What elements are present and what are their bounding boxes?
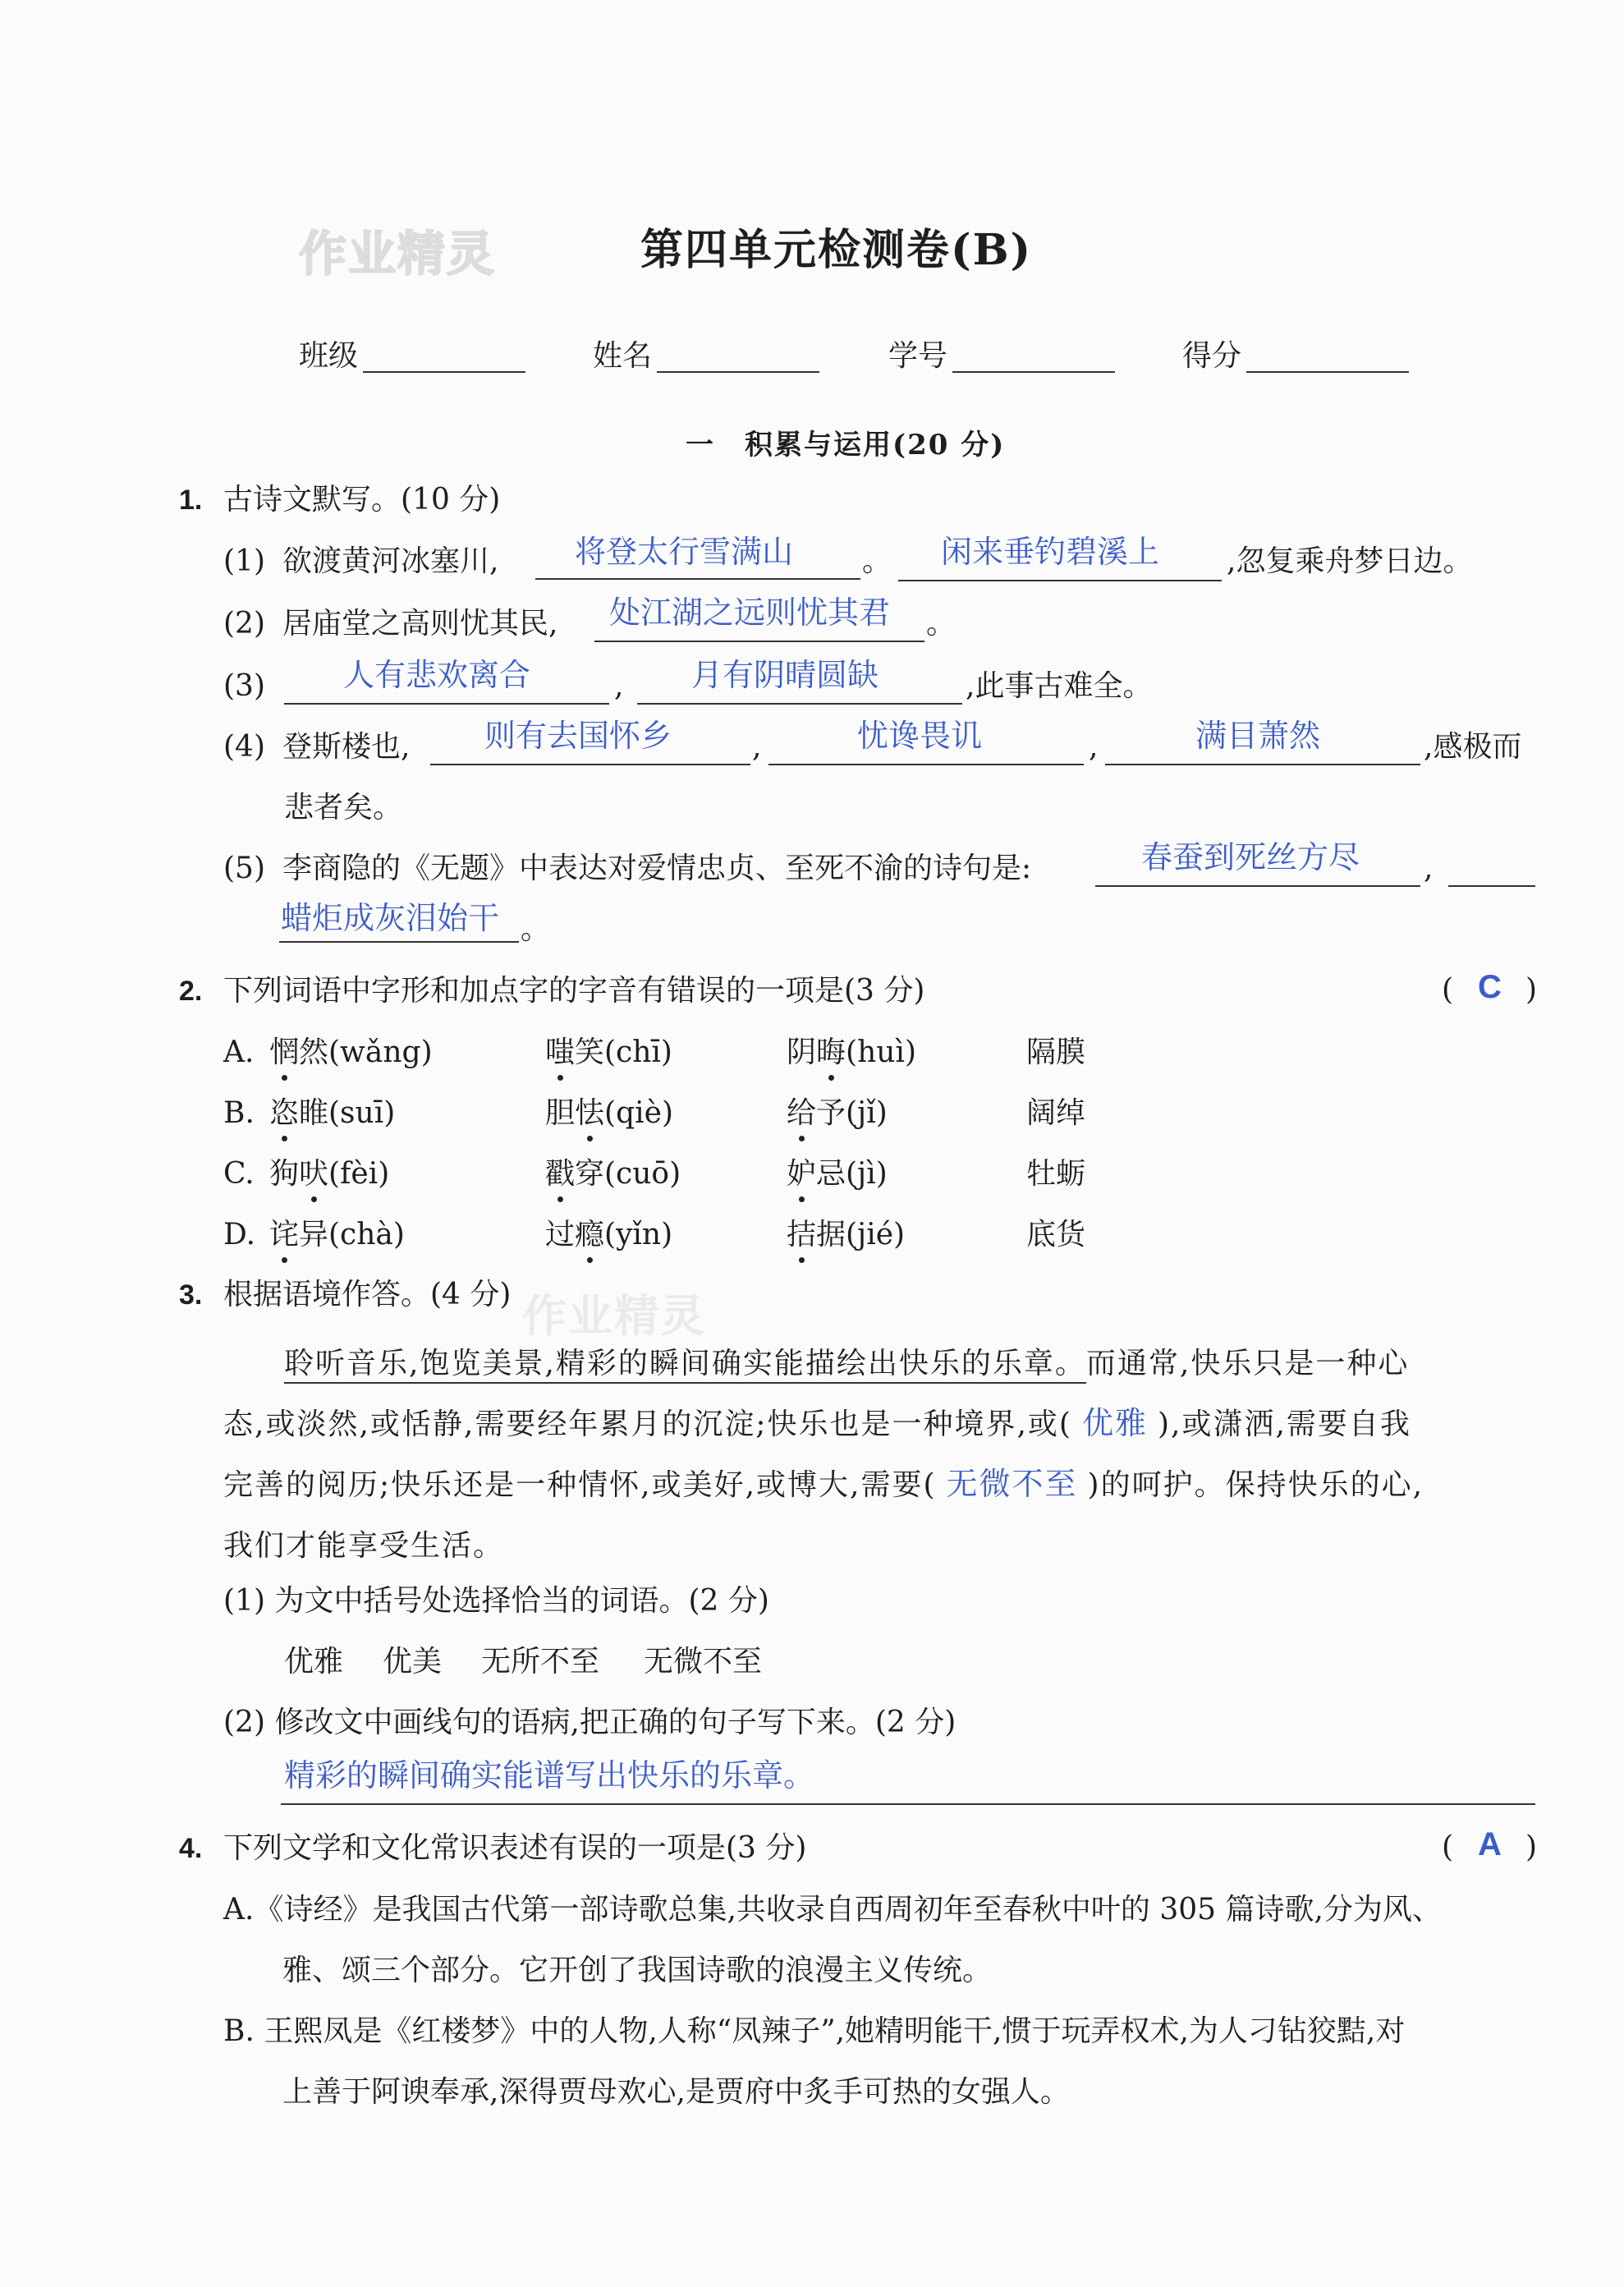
punctuation: , bbox=[614, 669, 624, 703]
page-title: 第四单元检测卷(B) bbox=[640, 225, 1033, 275]
option-label: A. bbox=[223, 1036, 255, 1069]
poem-text: ,忽复乘舟梦日边。 bbox=[1227, 544, 1473, 578]
dotted-char: 惘 bbox=[269, 1036, 300, 1069]
answer-blank[interactable] bbox=[637, 703, 962, 705]
word-rest: 穿(cuō) bbox=[575, 1157, 681, 1191]
punctuation: , bbox=[752, 730, 762, 764]
word-rest: 笑(chī) bbox=[575, 1036, 672, 1069]
option-text: 雅、颂三个部分。它开创了我国诗歌的浪漫主义传统。 bbox=[282, 1954, 993, 1987]
word-rest: (fèi) bbox=[328, 1157, 390, 1191]
option-text: 上善于阿谀奉承,深得贾母欢心,是贾府中炙手可热的女强人。 bbox=[282, 2075, 1070, 2109]
sub-index: (5) bbox=[223, 852, 265, 885]
sub-question: (2) 修改文中画线句的语病,把正确的句子写下来。(2 分) bbox=[223, 1706, 957, 1739]
word-option bbox=[269, 1035, 433, 1071]
poem-text: 悲者矣。 bbox=[284, 791, 403, 824]
word-choice: 无微不至 bbox=[644, 1645, 763, 1679]
answer-blank[interactable] bbox=[430, 764, 750, 765]
question-stem: 下列文学和文化常识表述有误的一项是(3 分) bbox=[223, 1831, 807, 1865]
answer-blank[interactable] bbox=[284, 703, 609, 705]
dotted-char: 给 bbox=[787, 1096, 817, 1130]
answer-text: 满目萧然 bbox=[1195, 718, 1321, 754]
question-number: 1. bbox=[179, 484, 203, 516]
answer-paren-left: ( bbox=[1442, 1830, 1454, 1864]
answer-choice: A bbox=[1478, 1826, 1502, 1862]
answer-blank[interactable] bbox=[1095, 885, 1420, 887]
dotted-char: 吠 bbox=[299, 1157, 329, 1191]
written-answer: 精彩的瞬间确实能谱写出快乐的乐章。 bbox=[284, 1757, 815, 1793]
sub-index: (1) bbox=[223, 544, 265, 578]
passage-text: ),或潇洒,需要自我 bbox=[1157, 1408, 1411, 1441]
word-option bbox=[269, 1156, 389, 1192]
word-prefix: 阴 bbox=[787, 1036, 817, 1069]
answer-blank[interactable] bbox=[898, 580, 1222, 581]
question-stem: 古诗文默写。(10 分) bbox=[223, 483, 501, 517]
answer-text: 处江湖之远则忧其君 bbox=[609, 595, 891, 631]
passage-text: )的呵护。保持快乐的心, bbox=[1087, 1468, 1424, 1502]
word-option bbox=[787, 1217, 905, 1253]
word-option bbox=[787, 1095, 888, 1132]
passage-text: 态,或淡然,或恬静,需要经年累月的沉淀;快乐也是一种境界,或( bbox=[223, 1408, 1072, 1441]
question-text: 李商隐的《无题》中表达对爱情忠贞、至死不渝的诗句是: bbox=[282, 852, 1032, 885]
answer-line[interactable] bbox=[281, 1803, 1535, 1805]
word-choice: 优雅 bbox=[284, 1645, 344, 1679]
passage-text: 而通常,快乐只是一种心 bbox=[1085, 1347, 1410, 1380]
answer-paren-left: ( bbox=[1442, 973, 1454, 1007]
poem-text: 登斯楼也, bbox=[282, 730, 411, 764]
passage-text: 完善的阅历;快乐还是一种情怀,或美好,或博大,需要( bbox=[223, 1468, 937, 1502]
option-label: D. bbox=[223, 1218, 256, 1251]
question-number: 4. bbox=[179, 1833, 203, 1864]
word-option: 牡蛎 bbox=[1026, 1157, 1086, 1191]
underlined-sentence: 聆听音乐,饱览美景,精彩的瞬间确实能描绘出快乐的乐章。 bbox=[284, 1347, 1086, 1384]
dotted-char: 瘾 bbox=[575, 1218, 605, 1251]
poem-text: 欲渡黄河冰塞川, bbox=[282, 544, 499, 578]
punctuation: , bbox=[1424, 852, 1434, 885]
score-field[interactable] bbox=[1246, 371, 1409, 373]
sub-question: (1) 为文中括号处选择恰当的词语。(2 分) bbox=[223, 1584, 769, 1618]
word-rest: (qiè) bbox=[604, 1096, 673, 1130]
dotted-char: 戳 bbox=[545, 1157, 576, 1191]
poem-text: ,感极而 bbox=[1424, 730, 1522, 764]
punctuation: 。 bbox=[862, 544, 892, 578]
word-option bbox=[787, 1156, 888, 1192]
answer-blank[interactable] bbox=[279, 941, 519, 943]
id-label: 学号 bbox=[888, 339, 948, 373]
word-option bbox=[545, 1035, 672, 1071]
poem-text: 居庙堂之高则忧其民, bbox=[282, 607, 558, 641]
word-option: 底货 bbox=[1026, 1218, 1086, 1251]
word-rest: (huì) bbox=[846, 1036, 917, 1069]
answer-text: 将登太行雪满山 bbox=[575, 534, 794, 570]
sub-index: (4) bbox=[223, 730, 265, 764]
word-option: 阔绰 bbox=[1026, 1096, 1086, 1130]
answer-text: 春蚕到死丝方尽 bbox=[1141, 839, 1360, 875]
name-field[interactable] bbox=[657, 371, 819, 373]
dotted-char: 怯 bbox=[575, 1096, 605, 1130]
answer-blank[interactable] bbox=[768, 764, 1084, 765]
passage-line bbox=[223, 1462, 1424, 1504]
passage-line bbox=[284, 1340, 1409, 1382]
option-label: B. bbox=[223, 1096, 255, 1130]
class-label: 班级 bbox=[299, 339, 359, 373]
word-option bbox=[269, 1217, 405, 1253]
word-rest: 忌(jì) bbox=[816, 1157, 888, 1191]
answer-text: 闲来垂钓碧溪上 bbox=[941, 534, 1160, 570]
passage-line: 我们才能享受生活。 bbox=[223, 1529, 505, 1563]
word-rest: 予(jǐ) bbox=[816, 1096, 888, 1130]
answer-text: 月有阴晴圆缺 bbox=[691, 657, 879, 693]
sub-index: (3) bbox=[223, 669, 265, 703]
answer-blank[interactable] bbox=[535, 578, 860, 580]
fill-answer: 优雅 bbox=[1081, 1405, 1148, 1441]
watermark-logo: 作业精灵 bbox=[299, 226, 497, 282]
word-option bbox=[269, 1095, 395, 1132]
dotted-char: 妒 bbox=[787, 1157, 817, 1191]
word-choice: 优美 bbox=[383, 1645, 443, 1679]
section-heading: 一 积累与运用(20 分) bbox=[686, 429, 1006, 462]
poem-text: ,此事古难全。 bbox=[966, 669, 1153, 703]
answer-text: 忧谗畏讥 bbox=[857, 718, 983, 754]
question-stem: 下列词语中字形和加点字的字音有错误的一项是(3 分) bbox=[223, 974, 925, 1008]
word-rest: (yǐn) bbox=[604, 1218, 673, 1251]
option-text: A.《诗经》是我国古代第一部诗歌总集,共收录自西周初年至春秋中叶的 305 篇诗歌,分为风、 bbox=[223, 1893, 1442, 1926]
class-field[interactable] bbox=[363, 371, 525, 373]
id-field[interactable] bbox=[952, 371, 1115, 373]
word-option bbox=[545, 1156, 681, 1192]
word-option bbox=[545, 1095, 673, 1132]
dotted-char: 拮 bbox=[787, 1218, 817, 1251]
answer-blank[interactable] bbox=[1105, 764, 1420, 765]
answer-paren-right: ) bbox=[1525, 973, 1538, 1007]
fill-answer: 无微不至 bbox=[946, 1466, 1078, 1502]
option-text: B. 王熙凤是《红楼梦》中的人物,人称“凤辣子”,她精明能干,惯于玩弄权术,为人刁钻狡黠,对 bbox=[223, 2014, 1406, 2048]
word-option: 隔膜 bbox=[1026, 1036, 1086, 1069]
punctuation: 。 bbox=[521, 912, 551, 946]
punctuation: 。 bbox=[926, 607, 957, 641]
question-stem: 根据语境作答。(4 分) bbox=[223, 1278, 512, 1311]
dotted-char: 恣 bbox=[269, 1096, 300, 1130]
punctuation: , bbox=[1089, 730, 1099, 764]
word-prefix: 狗 bbox=[269, 1157, 300, 1191]
answer-text: 则有去国怀乡 bbox=[484, 718, 672, 754]
word-choice: 无所不至 bbox=[481, 1645, 600, 1679]
question-number: 3. bbox=[179, 1279, 203, 1311]
word-option bbox=[545, 1217, 672, 1253]
score-label: 得分 bbox=[1182, 339, 1242, 373]
dotted-char: 诧 bbox=[269, 1218, 300, 1251]
question-number: 2. bbox=[179, 976, 203, 1007]
answer-text: 人有悲欢离合 bbox=[343, 657, 531, 693]
name-label: 姓名 bbox=[593, 339, 653, 373]
answer-text: 蜡炬成灰泪始干 bbox=[281, 900, 500, 936]
word-rest: 然(wǎng) bbox=[299, 1036, 433, 1069]
word-rest: 异(chà) bbox=[299, 1218, 405, 1251]
passage-line bbox=[223, 1401, 1411, 1443]
sub-index: (2) bbox=[223, 607, 265, 641]
word-option bbox=[787, 1035, 916, 1071]
watermark-logo-faint: 作业精灵 bbox=[522, 1290, 706, 1342]
word-rest: 据(jié) bbox=[816, 1218, 906, 1251]
word-prefix: 胆 bbox=[545, 1096, 576, 1130]
dotted-char: 嗤 bbox=[545, 1036, 576, 1069]
answer-paren-right: ) bbox=[1525, 1830, 1538, 1864]
answer-blank[interactable] bbox=[594, 641, 924, 642]
option-label: C. bbox=[223, 1157, 255, 1191]
answer-choice: C bbox=[1478, 969, 1502, 1005]
word-rest: 睢(suī) bbox=[299, 1096, 396, 1130]
answer-blank[interactable] bbox=[1448, 885, 1535, 887]
word-prefix: 过 bbox=[545, 1218, 576, 1251]
dotted-char: 晦 bbox=[816, 1036, 846, 1069]
